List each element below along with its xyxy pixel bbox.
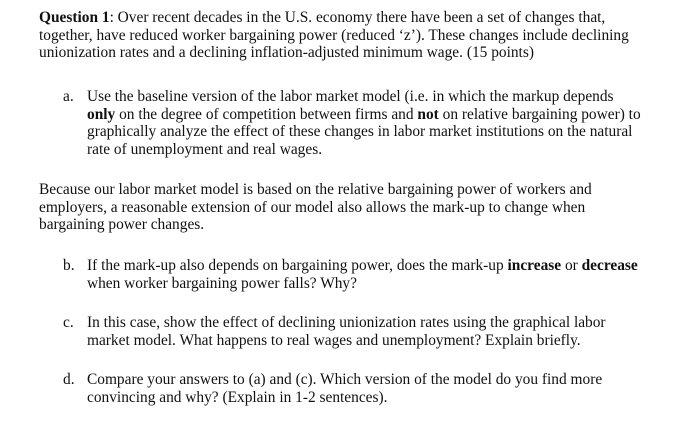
emphasis-increase: increase (507, 257, 562, 274)
part-d-marker: d. (63, 371, 75, 388)
part-b (63, 257, 638, 292)
part-b-line-2: when worker bargaining power falls? Why? (87, 274, 357, 292)
part-a-marker: a. (63, 88, 74, 105)
part-c (63, 314, 606, 349)
part-a-line-2 (87, 106, 641, 124)
part-c-body (87, 314, 606, 349)
part-c-line-2: market model. What happens to real wages and unemployment? Explain briefly. (87, 331, 581, 349)
emphasis-not: not (417, 105, 439, 123)
emphasis-only: only (87, 105, 116, 123)
part-b-line-1-start: If the mark-up also depends on bargaining power, does the mark-up (87, 257, 508, 274)
emphasis-decrease: decrease (581, 257, 638, 274)
part-b-marker: b. (63, 257, 75, 274)
extension-line-2: employers, a reasonable extension of our model also allows the mark-up to change when (39, 198, 586, 216)
part-d (63, 371, 602, 406)
part-a (63, 88, 641, 158)
intro-line-3: unionization rates and a declining inflation-adjusted minimum wage. (15 points) (39, 44, 534, 62)
extension-line-1: Because our labor market model is based on the relative bargaining power of workers and (39, 181, 592, 198)
intro-line-2: together, have reduced worker bargaining power (reduced ‘z’). These changes include declining (39, 26, 629, 44)
extension-paragraph (39, 181, 694, 234)
part-d-line-1: Compare your answers to (a) and (c). Which version of the model do you find more (87, 371, 603, 388)
part-d-line-2: convincing and why? (Explain in 1-2 sentences). (87, 388, 388, 406)
question-intro (39, 9, 694, 62)
part-a-body (87, 88, 641, 158)
part-a-line-4: rate of unemployment and real wages. (87, 140, 323, 158)
part-c-marker: c. (63, 314, 74, 331)
part-a-line-2-mid: on the degree of competition between firms and (115, 105, 418, 123)
intro-text-1: : Over recent decades in the U.S. economy there have been a set of changes that, (109, 9, 606, 26)
part-b-line-1-mid: or (561, 257, 582, 274)
part-c-line-1: In this case, show the effect of declining unionization rates using the graphical labor (87, 314, 606, 331)
part-b-body (87, 257, 638, 292)
part-a-line-2-end: on relative bargaining power) to (438, 105, 641, 123)
extension-line-3: bargaining power changes. (39, 216, 205, 234)
question-heading: Question 1 (39, 9, 110, 26)
part-a-line-1: Use the baseline version of the labor market model (i.e. in which the markup depends (87, 88, 614, 105)
intro-line-1 (39, 9, 694, 27)
part-b-line-1 (87, 257, 638, 275)
part-d-body (87, 371, 602, 406)
part-a-line-3: graphically analyze the effect of these changes in labor market institutions on the natural (87, 123, 633, 141)
